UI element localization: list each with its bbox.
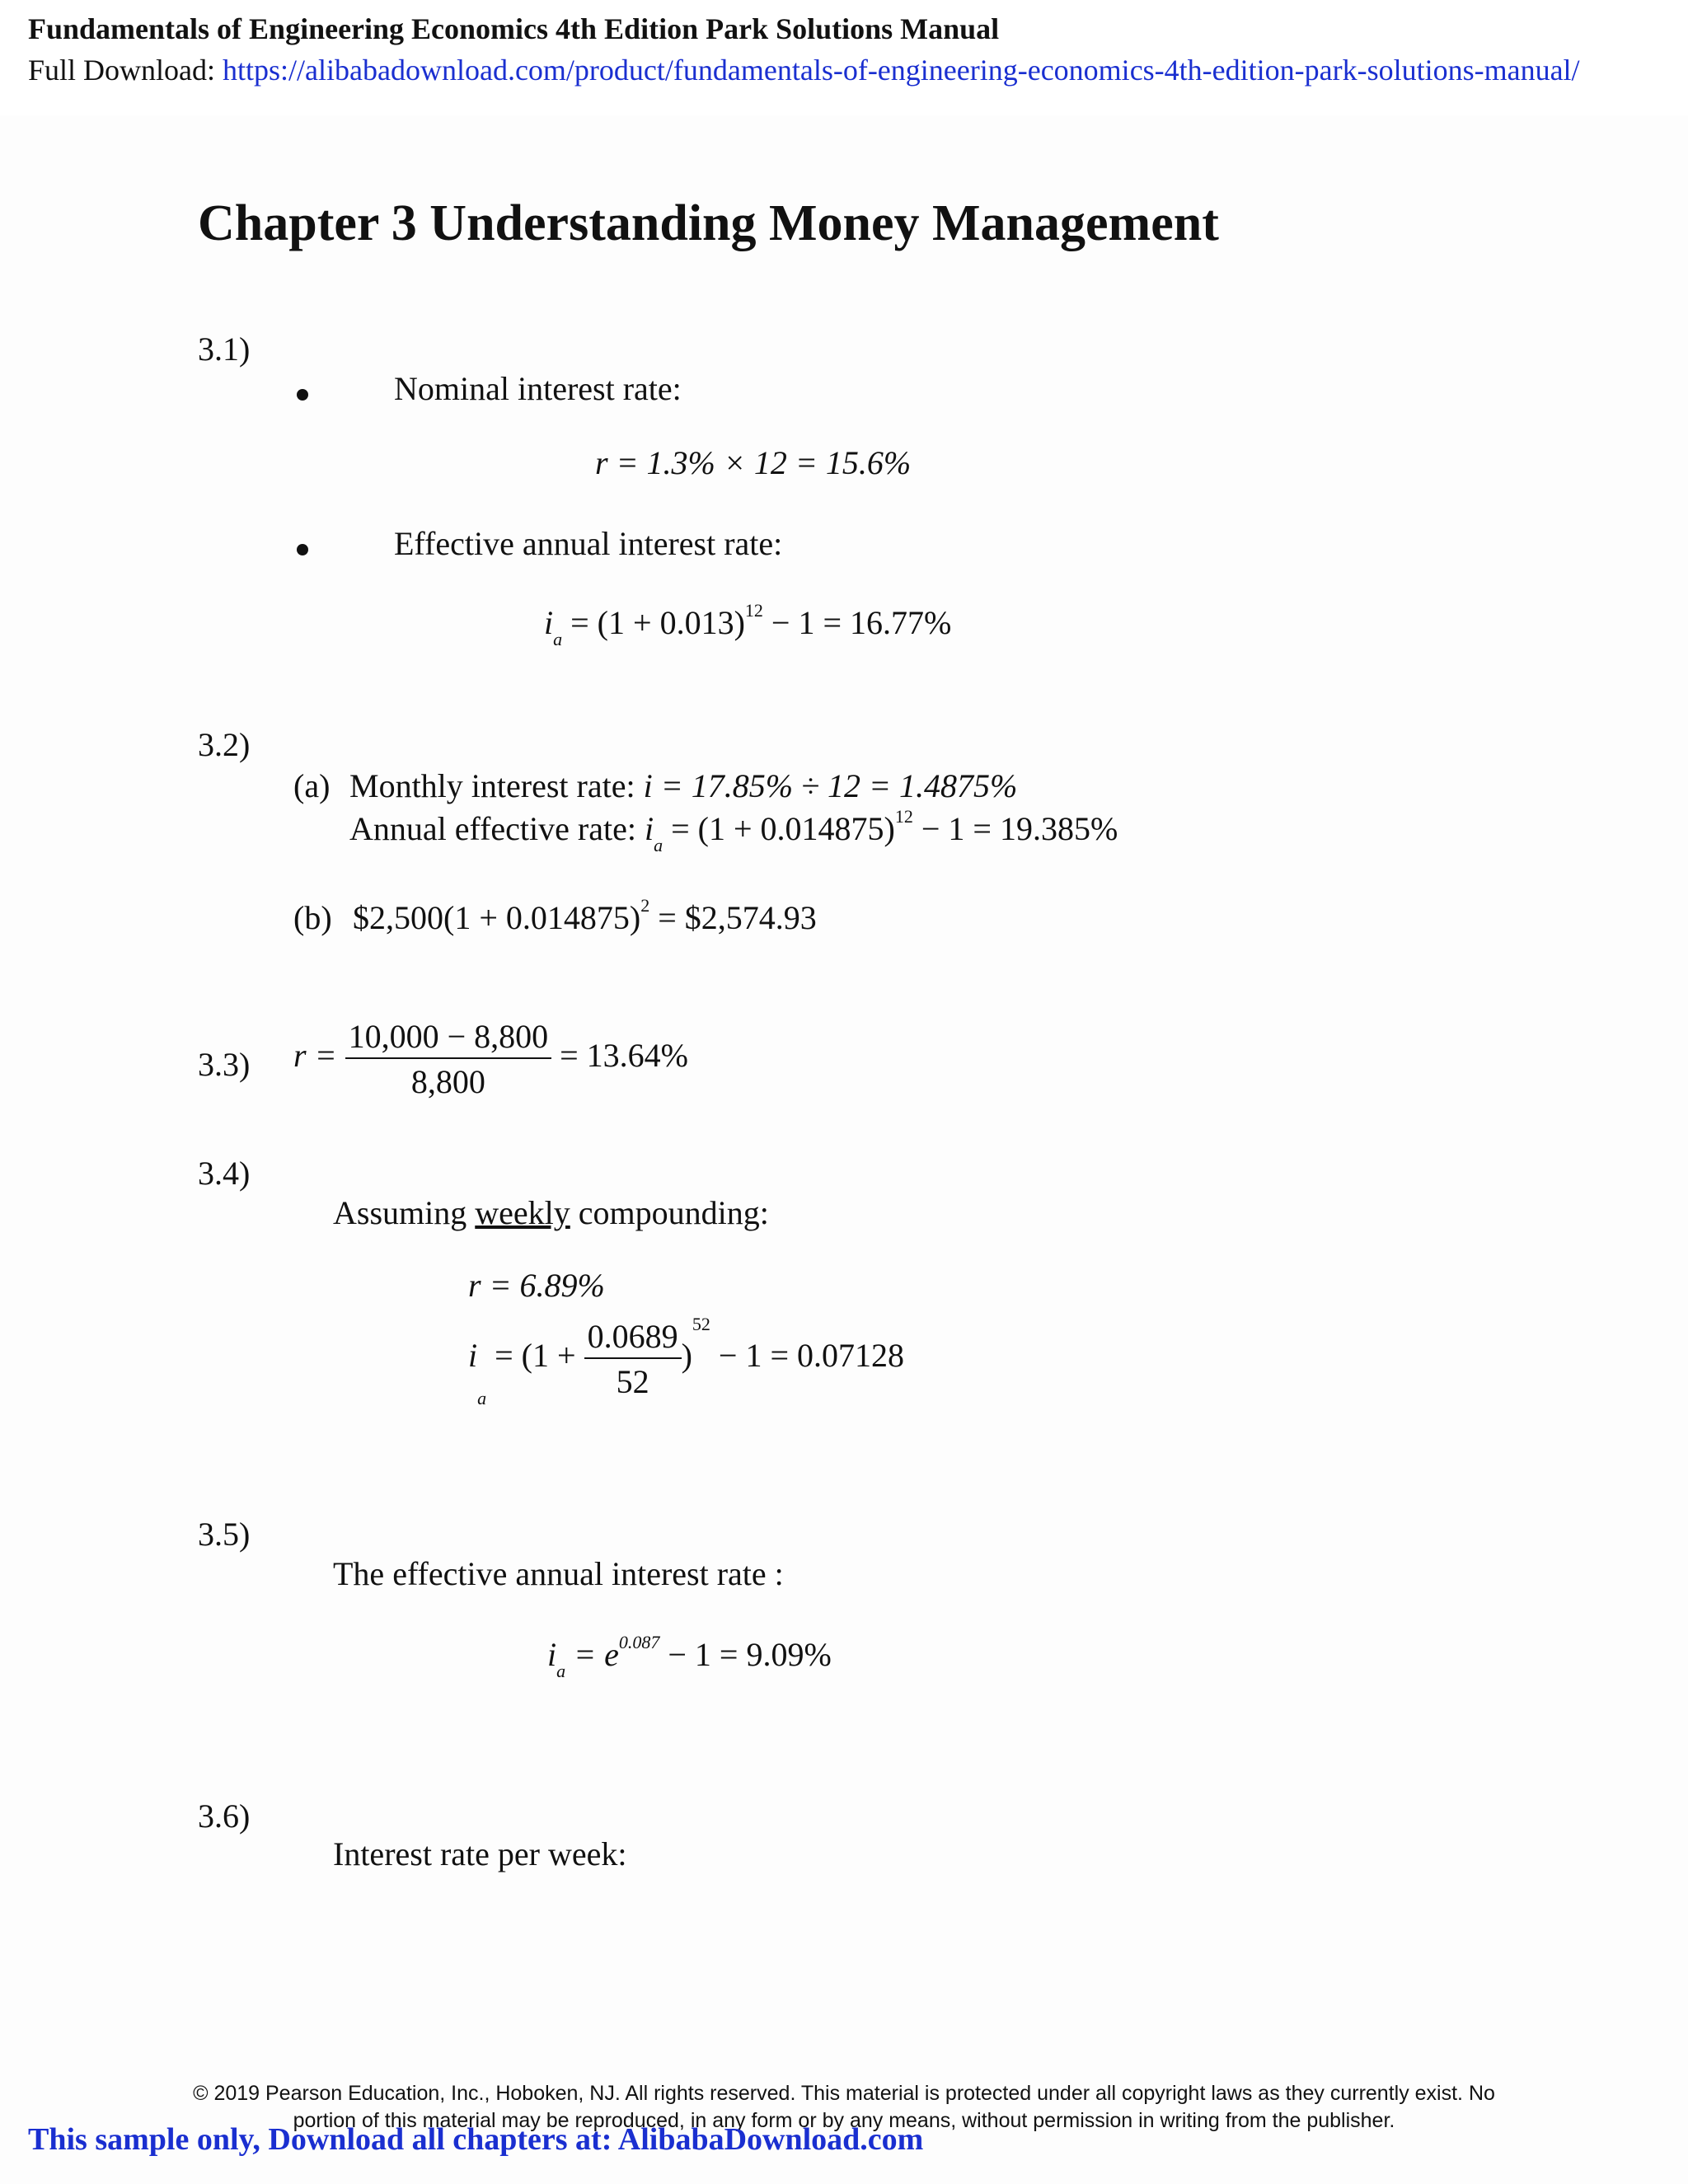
eq-subscript: a (556, 1661, 566, 1681)
bullet-icon (297, 544, 308, 555)
eq-exponent: 2 (640, 895, 650, 916)
numerator: 0.0689 (584, 1317, 682, 1359)
eq-part: = (1 + (486, 1337, 576, 1375)
part-a-line-2 (349, 806, 1118, 855)
part-b-equation (353, 895, 817, 937)
effective-rate-equation (544, 600, 952, 649)
part-a-label: (a) (293, 767, 331, 804)
download-line (28, 53, 1580, 87)
eq-exponent: 52 (692, 1314, 710, 1334)
eq-rhs: = 13.64% (560, 1037, 689, 1075)
eq-part: = (1 + 0.013) (562, 604, 745, 641)
eq-symbol: i (547, 1636, 557, 1673)
fraction (584, 1317, 682, 1401)
problem-number-3-3: 3.3) (198, 1046, 251, 1083)
problem-number-3-1: 3.1) (198, 330, 251, 368)
eq-symbol: i (544, 604, 554, 641)
numerator: 10,000 − 8,800 (345, 1017, 552, 1059)
problem-3-6-intro: Interest rate per week: (333, 1835, 627, 1872)
eq-part: = (1 + 0.014875) (663, 810, 895, 847)
part-a-line-1 (349, 766, 1017, 805)
eq-part: = e (565, 1636, 619, 1673)
eq-subscript: a (477, 1388, 487, 1408)
nominal-rate-equation: r = 1.3% × 12 = 15.6% (595, 444, 912, 481)
eq-part: − 1 = 16.77% (762, 604, 952, 641)
eq-exponent: 12 (894, 806, 913, 827)
monthly-rate-label: Monthly interest rate: (349, 767, 635, 804)
document-title: Fundamentals of Engineering Economics 4th Edition Park Solutions Manual (28, 12, 1000, 45)
eq-lhs: r = (293, 1037, 337, 1075)
intro-text: compounding: (570, 1194, 769, 1231)
denominator: 52 (616, 1363, 649, 1400)
problem-3-5-intro: The effective annual interest rate : (333, 1555, 784, 1592)
eq-exponent: 0.087 (618, 1632, 660, 1652)
eq-subscript: a (553, 629, 563, 649)
continuous-effective-rate-equation (547, 1632, 832, 1681)
download-label: Full Download: (28, 54, 216, 87)
eq-part: − 1 = 19.385% (912, 810, 1118, 847)
eq-part: ) (681, 1337, 692, 1375)
problem-number-3-2: 3.2) (198, 726, 251, 763)
eq-symbol: i (644, 810, 654, 847)
problem-3-3-equation (293, 1017, 688, 1101)
eq-part: − 1 = 0.07128 (710, 1337, 905, 1375)
eq-subscript: a (654, 835, 663, 855)
monthly-rate-equation: i = 17.85% ÷ 12 = 1.4875% (643, 767, 1018, 804)
copyright-notice: © 2019 Pearson Education, Inc., Hoboken, NJ. All rights reserved. This material is protected under all copyright laws as they currently exist. No portion of this material may be reproduced, in any form or by any means, without permission in writing from the publisher. (193, 2082, 1495, 2132)
eq-symbol: i (468, 1337, 478, 1375)
problem-number-3-4: 3.4) (198, 1155, 251, 1192)
intro-underlined: weekly (475, 1194, 570, 1231)
intro-text: Assuming (333, 1194, 476, 1231)
fraction (345, 1017, 552, 1101)
eq-part: = $2,574.93 (649, 899, 817, 936)
problem-3-4-intro (333, 1193, 769, 1232)
effective-rate-label: Effective annual interest rate: (394, 525, 783, 562)
bullet-icon (297, 389, 308, 401)
nominal-rate-label: Nominal interest rate: (394, 370, 682, 407)
eq-part: $2,500(1 + 0.014875) (353, 899, 641, 936)
eq-exponent: 12 (744, 600, 763, 621)
download-link[interactable]: https://alibabadownload.com/product/fundamentals-of-engineering-economics-4th-edition-park-solutions-manual/ (223, 54, 1580, 87)
chapter-title: Chapter 3 Understanding Money Management (198, 195, 1219, 251)
eq-part: − 1 = 9.09% (659, 1636, 832, 1673)
problem-number-3-6: 3.6) (198, 1797, 251, 1835)
weekly-nominal-rate: r = 6.89% (468, 1267, 605, 1304)
sample-download-note[interactable]: This sample only, Download all chapters at: AlibabaDownload.com (28, 2122, 924, 2157)
annual-rate-label: Annual effective rate: (349, 810, 636, 847)
problem-number-3-5: 3.5) (198, 1516, 251, 1553)
weekly-effective-rate-equation (468, 1314, 905, 1408)
page-body (0, 115, 1688, 2184)
part-b-label: (b) (293, 899, 332, 936)
denominator: 8,800 (410, 1063, 485, 1100)
